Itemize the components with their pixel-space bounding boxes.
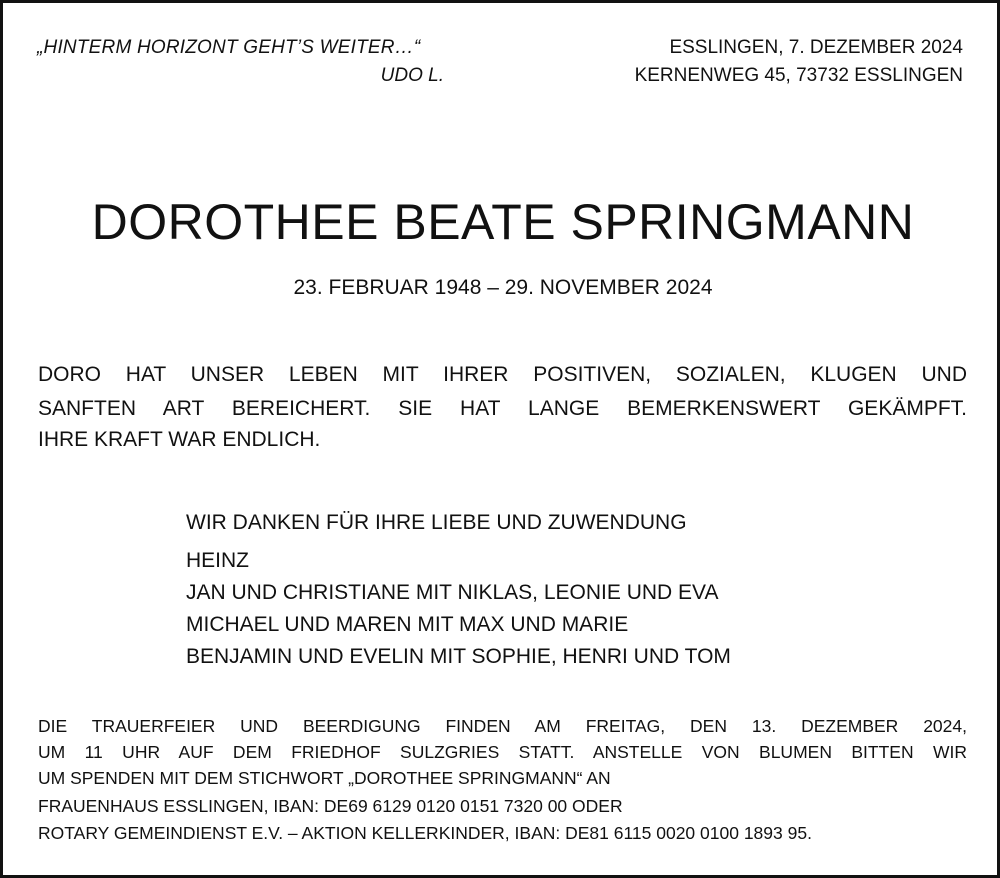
tribute-line: SANFTEN ART BEREICHERT. SIE HAT LANGE BEMERKENSWERT GEKÄMPFT. — [38, 397, 967, 420]
address: KERNENWEG 45, 73732 ESSLINGEN — [634, 65, 963, 86]
thanks-line: WIR DANKEN FÜR IHRE LIEBE UND ZUWENDUNG — [186, 511, 687, 534]
life-dates: 23. FEBRUAR 1948 – 29. NOVEMBER 2024 — [293, 276, 713, 299]
funeral-notice-line: ROTARY GEMEINDIENST E.V. – AKTION KELLERKINDER, IBAN: DE81 6115 0020 0100 1893 95. — [38, 823, 812, 843]
mourner-name: JAN UND CHRISTIANE MIT NIKLAS, LEONIE UND EVA — [186, 581, 719, 604]
tribute-line: DORO HAT UNSER LEBEN MIT IHRER POSITIVEN, SOZIALEN, KLUGEN UND — [38, 363, 967, 386]
place-date: ESSLINGEN, 7. DEZEMBER 2024 — [669, 37, 963, 58]
funeral-notice-line: UM 11 UHR AUF DEM FRIEDHOF SULZGRIES STATT. ANSTELLE VON BLUMEN BITTEN WIR — [38, 742, 967, 762]
mourner-name: BENJAMIN UND EVELIN MIT SOPHIE, HENRI UND TOM — [186, 645, 731, 668]
mourner-name: HEINZ — [186, 549, 249, 572]
funeral-notice-line: FRAUENHAUS ESSLINGEN, IBAN: DE69 6129 0120 0151 7320 00 ODER — [38, 796, 623, 816]
quote-author: UDO L. — [380, 65, 444, 86]
quote: „HINTERM HORIZONT GEHT’S WEITER…“ — [37, 37, 421, 58]
deceased-name: DOROTHEE BEATE SPRINGMANN — [91, 194, 915, 250]
funeral-notice-line: DIE TRAUERFEIER UND BEERDIGUNG FINDEN AM FREITAG, DEN 13. DEZEMBER 2024, — [38, 716, 967, 736]
mourner-name: MICHAEL UND MAREN MIT MAX UND MARIE — [186, 613, 629, 636]
tribute-line: IHRE KRAFT WAR ENDLICH. — [38, 428, 321, 451]
funeral-notice-line: UM SPENDEN MIT DEM STICHWORT „DOROTHEE SPRINGMANN“ AN — [38, 768, 611, 788]
